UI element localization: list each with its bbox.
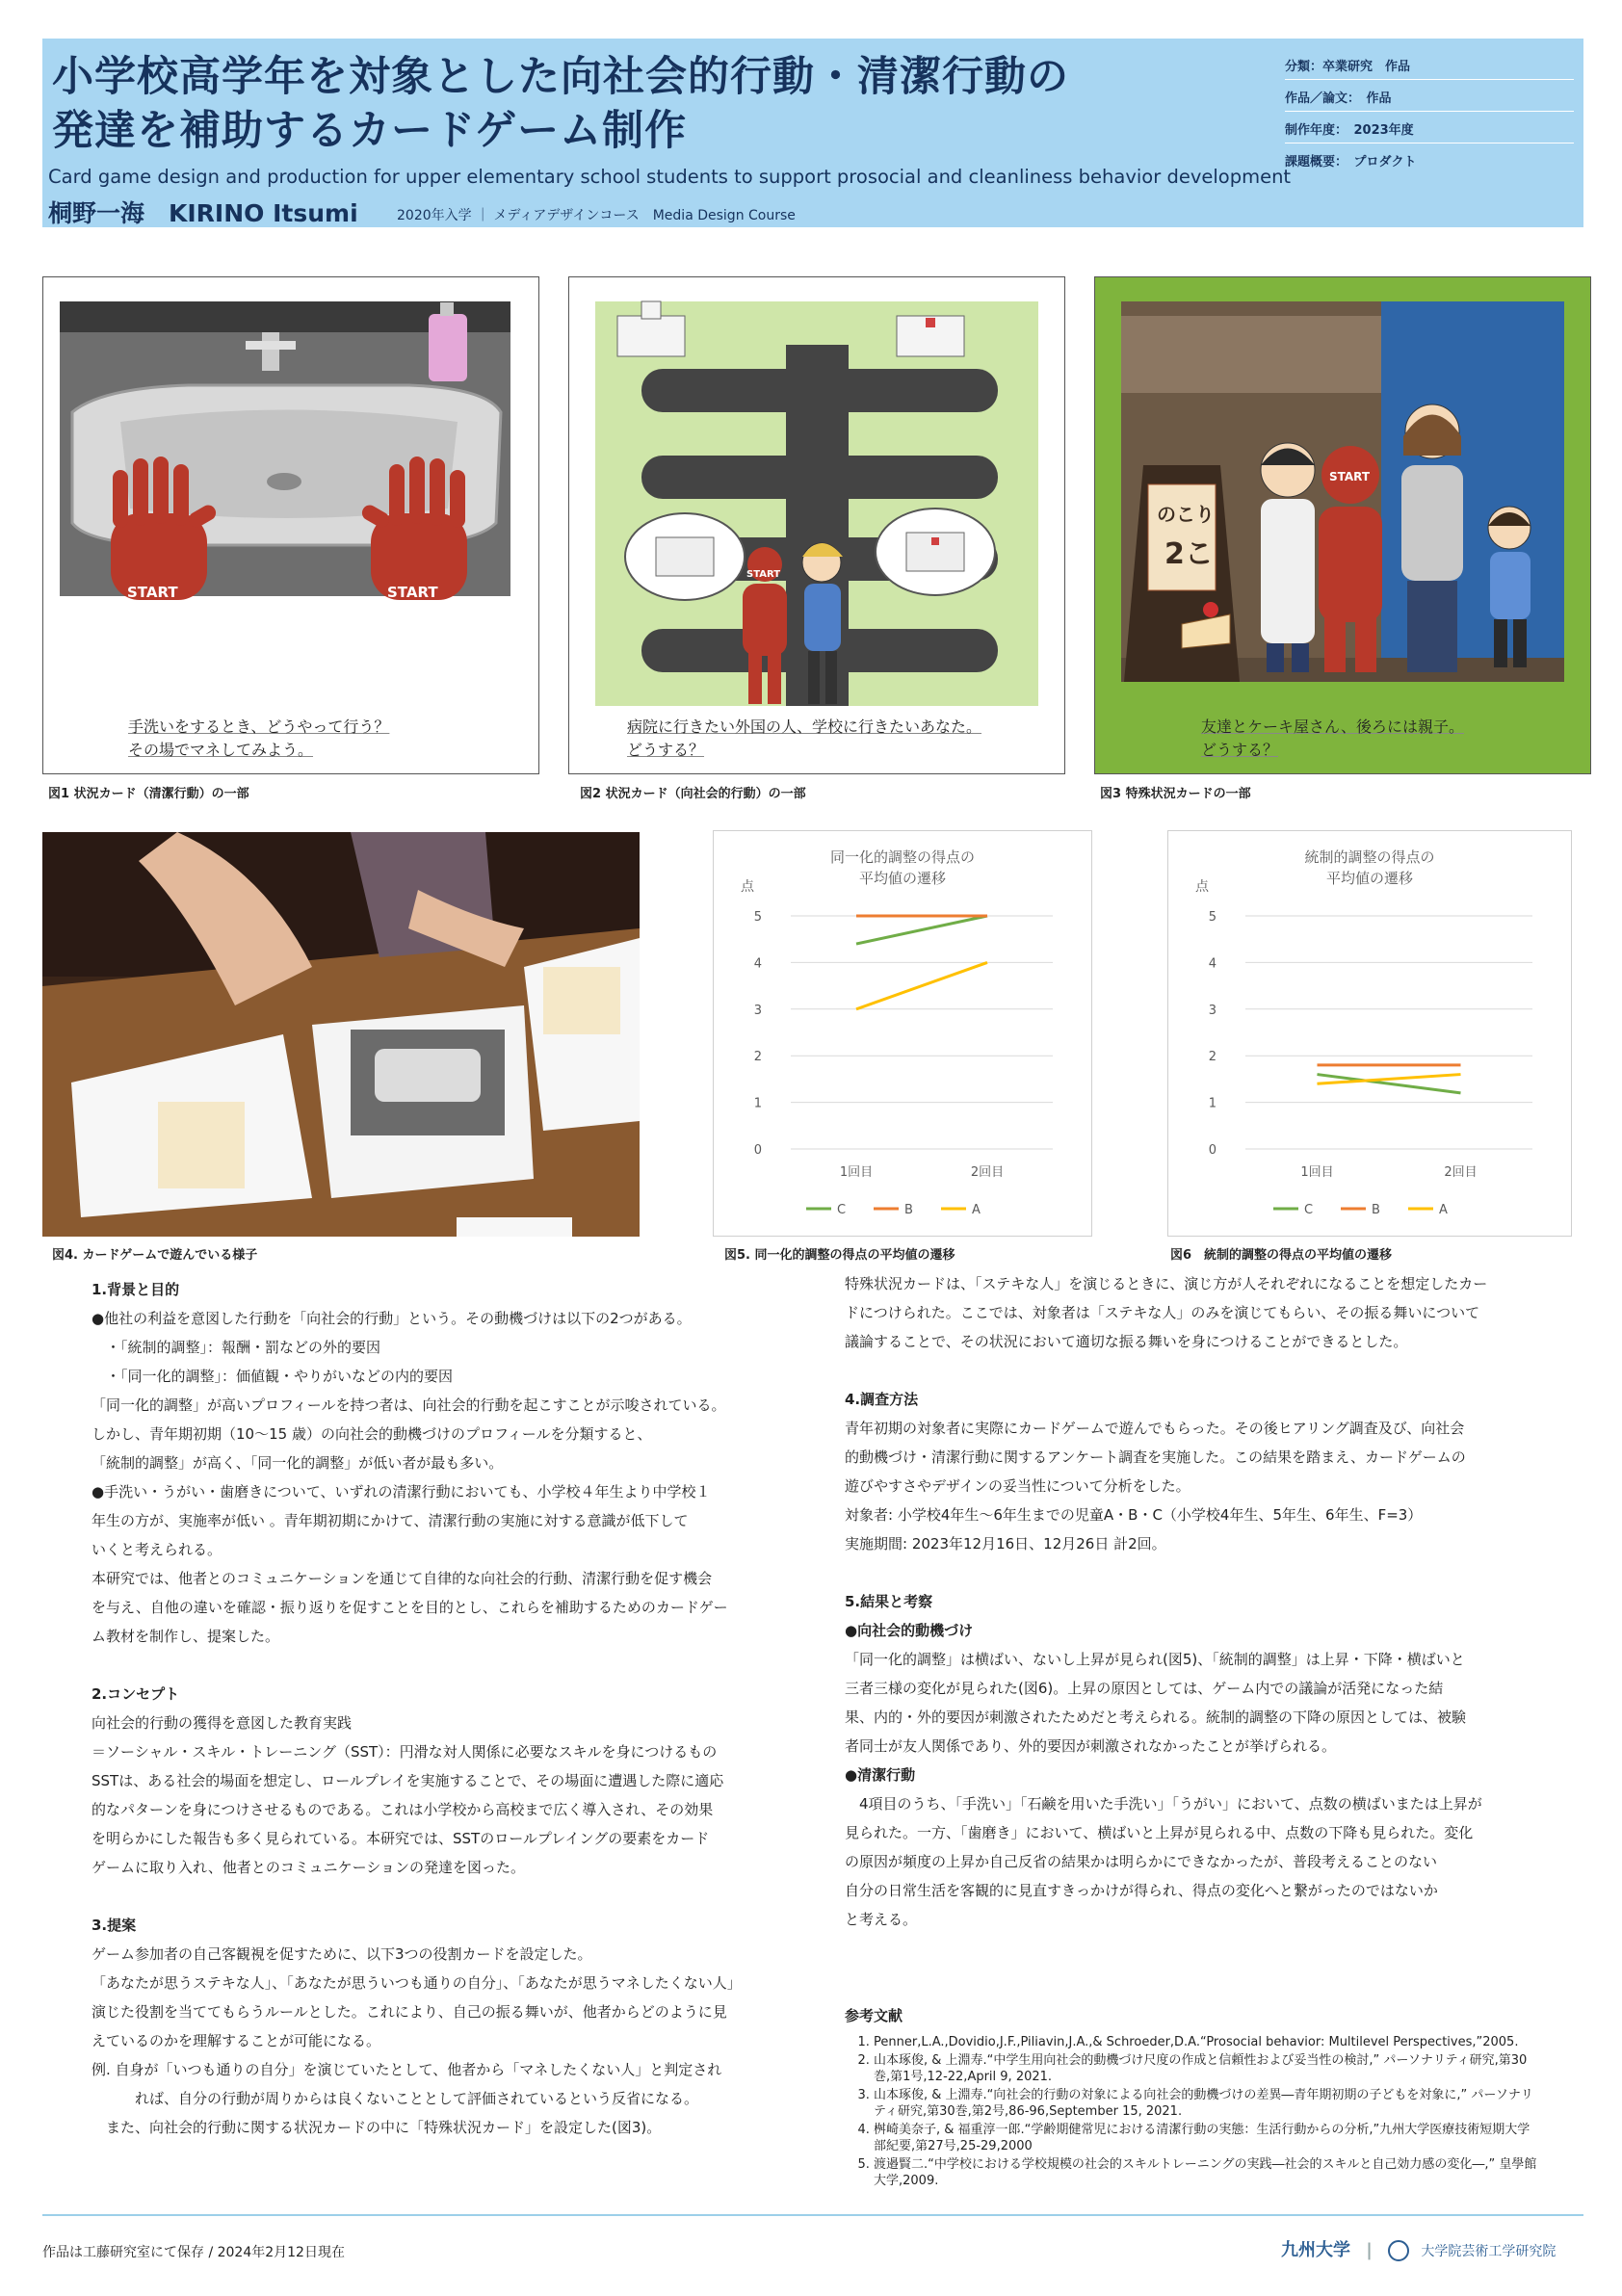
- header-banner: [42, 39, 1583, 227]
- reference-item: 2. 山本琢俊, & 上淵寿.“中学生用向社会的動機づけ尺度の作成と信頼性および妥当性の検討,” パーソナリティ研究,第30巻,第1号,12-22,April 9, 2021.: [874, 2052, 1538, 2085]
- reference-item: 4. 桝崎美奈子, & 福重淳一郎.“学齢期健常児における清潔行動の実態：生活行動からの分析,”九州大学医療技術短期大学部紀要,第27号,25-29,2000: [874, 2122, 1538, 2154]
- legend-label: A: [1439, 1203, 1448, 1217]
- y-tick-label: 5: [1208, 910, 1216, 925]
- body-line: ・「統制的調整」：報酬・罰などの外的要因: [92, 1339, 381, 1356]
- chart-identified-regulation: [713, 830, 1092, 1237]
- section-heading: ●清潔行動: [845, 1766, 916, 1784]
- fig3-text: 友達とケーキ屋さん、後ろには親子。 どうする？: [1201, 718, 1464, 759]
- y-tick-label: 4: [753, 956, 762, 972]
- chart-5-svg: [714, 831, 1091, 1236]
- body-line: 「同一化的調整」が高いプロフィールを持つ者は、向社会的行動を起こすことが示唆されている。: [92, 1396, 726, 1414]
- body-line: 演じた役割を当ててもらうルールとした。これにより、自己の振る舞いが、他者からどのように見: [92, 2003, 727, 2021]
- body-line: 本研究では、他者とのコミュニケーションを通じて自律的な向社会的行動、清潔行動を促す機会: [92, 1570, 713, 1587]
- figure-4-photo: [42, 832, 640, 1237]
- body-line: 年生の方が、実施率が低い 。青年期初期にかけて、清潔行動の実施に対する意識が低下して: [92, 1512, 689, 1529]
- y-tick-label: 5: [753, 910, 762, 925]
- fig5-caption: 図5. 同一化的調整の得点の平均値の遷移: [724, 1248, 955, 1263]
- body-line: 青年初期の対象者に実際にカードゲームで遊んでもらった。その後ヒアリング調査及び、向社会: [845, 1420, 1465, 1437]
- section-heading: 4.調査方法: [845, 1391, 919, 1408]
- series-line-A: [856, 962, 987, 1008]
- body-line: ●他社の利益を意図した行動を「向社会的行動」という。その動機づけは以下の2つがある。: [92, 1310, 692, 1327]
- chart-title-line-2: 平均値の遷移: [1325, 870, 1414, 887]
- body-line: 向社会的行動の獲得を意図した教育実践: [92, 1714, 353, 1732]
- body-line: [845, 1356, 1487, 1385]
- author-meta: 2020年入学 ｜ メディアデザインコース Media Design Course: [397, 208, 796, 223]
- body-line: 的なパターンを身につけさせるものである。これは小学校から高校まで広く導入され、その効果: [92, 1801, 714, 1818]
- right-text-column: [845, 1269, 1487, 1934]
- y-tick-label: 2: [753, 1050, 762, 1065]
- body-line: 「同一化的調整」は横ばい、ないし上昇が見られ(図5)、「統制的調整」は上昇・下降・横ばいと: [845, 1651, 1465, 1668]
- body-line: 実施期間: 2023年12月16日、12月26日 計2回。: [845, 1535, 1166, 1552]
- y-tick-label: 4: [1208, 956, 1216, 972]
- section-heading: 1.背景と目的: [92, 1281, 180, 1298]
- footer-note: 作品は工藤研究室にて保存 / 2024年2月12日現在: [42, 2245, 345, 2260]
- body-line: また、向社会的行動に関する状況カードの中に「特殊状況カード」を設定した(図3)。: [92, 2119, 662, 2136]
- x-tick-label: 1回目: [1300, 1165, 1334, 1180]
- legend-label: B: [904, 1203, 913, 1217]
- y-axis-label: 点: [741, 879, 754, 895]
- body-line: いくと考えられる。: [92, 1541, 222, 1558]
- legend-label: C: [1304, 1203, 1314, 1217]
- meta-outline: 課題概要： プロダクト: [1285, 155, 1417, 170]
- figure-3-card: [1094, 276, 1591, 774]
- section-heading: 5.結果と考察: [845, 1593, 933, 1610]
- start-label-fig3: START: [1329, 470, 1371, 483]
- footer-divider: [42, 2214, 1583, 2216]
- y-tick-label: 3: [1208, 1003, 1216, 1018]
- school-name: 大学院芸術工学研究院: [1421, 2244, 1557, 2259]
- body-line: ゲーム参加者の自己客観視を促すために、以下3つの役割カードを設定した。: [92, 1945, 592, 1963]
- sign-text-1: のこり: [1157, 503, 1215, 526]
- body-line: ム教材を制作し、提案した。: [92, 1628, 280, 1645]
- title-line-1: 小学校高学年を対象とした向社会的行動・清潔行動の: [52, 53, 1069, 101]
- left-text-column: [92, 1275, 742, 2142]
- body-line: [845, 1558, 1487, 1587]
- body-line: を与え、自他の違いを確認・振り返りを促すことを目的とし、これらを補助するためのカードゲー: [92, 1599, 728, 1616]
- body-line: を明らかにした報告も多く見られている。本研究では、SSTのロールプレイングの要素をカード: [92, 1830, 710, 1847]
- figure-2-card: [568, 276, 1065, 774]
- body-line: 4項目のうち、「手洗い」「石鹸を用いた手洗い」「うがい」において、点数の横ばいまたは上昇が: [845, 1795, 1482, 1813]
- fig2-caption: 図2 状況カード（向社会的行動）の一部: [580, 787, 806, 801]
- x-tick-label: 1回目: [839, 1165, 874, 1180]
- references-title: 参考文献: [845, 2007, 903, 2024]
- y-tick-label: 0: [753, 1143, 762, 1158]
- x-tick-label: 2回目: [1444, 1165, 1478, 1180]
- hospital-icon: [897, 316, 964, 356]
- faculty-logo-icon: [1388, 2240, 1409, 2261]
- body-line: 見られた。一方、「歯磨き」において、横ばいと上昇が見られる中、点数の下降も見られた。変化: [845, 1824, 1474, 1841]
- y-tick-label: 1: [753, 1096, 762, 1111]
- chart-title-line-1: 統制的調整の得点の: [1304, 848, 1435, 866]
- body-line: 遊びやすさやデザインの妥当性について分析をした。: [845, 1477, 1190, 1495]
- section-heading: 3.提案: [92, 1917, 137, 1934]
- meta-category: 分類：卒業研究 作品: [1285, 56, 1574, 74]
- reference-item: 5. 渡邉賢二.“中学校における学校規模の社会的スキルトレーニングの実践―社会的スキルと自己効力感の変化―,” 皇學館大学,2009.: [874, 2156, 1538, 2189]
- body-line: 三者三様の変化が見られた(図6)。上昇の原因としては、ゲーム内での議論が活発になった結: [845, 1680, 1444, 1697]
- x-tick-label: 2回目: [970, 1165, 1005, 1180]
- body-line: ゲームに取り入れ、他者とのコミュニケーションの発達を図った。: [92, 1859, 526, 1876]
- y-tick-label: 1: [1208, 1096, 1216, 1111]
- body-line: 「あなたが思うステキな人」、「あなたが思ういつも通りの自分」、「あなたが思うマネしたくない人」: [92, 1974, 742, 1992]
- figure-1-card: [42, 276, 539, 774]
- body-line: 「統制的調整」が高く、「同一化的調整」が低い者が最も多い。: [92, 1454, 504, 1472]
- body-line: ●手洗い・うがい・歯磨きについて、いずれの清潔行動においても、小学校４年生より中学校１: [92, 1483, 711, 1500]
- fig4-caption: 図4. カードゲームで遊んでいる様子: [52, 1248, 258, 1263]
- section-heading: 2.コンセプト: [92, 1685, 180, 1703]
- references: [845, 2008, 1538, 2191]
- body-line: えているのかを理解することが可能になる。: [92, 2032, 381, 2049]
- english-title: Card game design and production for upper elementary school students to support prosocial and cleanliness behavior development: [48, 166, 1292, 188]
- body-line: 議論することで、その状況において適切な振る舞いを身につけることができるとした。: [845, 1333, 1408, 1350]
- fig2-text: 病院に行きたい外国の人、学校に行きたいあなた。 どうする？: [627, 718, 982, 759]
- chart-title-line-1: 同一化的調整の得点の: [829, 848, 976, 866]
- body-line: の原因が頻度の上昇か自己反省の結果かは明らかにできなかったが、普段考えることのない: [845, 1853, 1438, 1870]
- start-label-fig2: START: [746, 569, 781, 580]
- chart-6-svg: [1168, 831, 1571, 1236]
- start-label-right: START: [387, 584, 438, 601]
- chart-title-line-2: 平均値の遷移: [858, 870, 947, 887]
- sign-text-2: 2こ: [1164, 537, 1214, 571]
- gameplay-photo: [42, 832, 640, 1237]
- fig6-caption: 図6 統制的調整の得点の平均値の遷移: [1170, 1248, 1393, 1263]
- legend-label: B: [1372, 1203, 1380, 1217]
- y-tick-label: 0: [1208, 1143, 1216, 1158]
- sign-board: [1124, 465, 1240, 682]
- chart-controlled-regulation: [1167, 830, 1572, 1237]
- body-line: 者同士が友人関係であり、外的要因が刺激されなかったことが挙げられる。: [845, 1737, 1337, 1755]
- section-heading: ●向社会的動機づけ: [845, 1622, 974, 1639]
- body-line: しかし、青年期初期（10～15 歳）の向社会的動機づけのプロフィールを分類すると、: [92, 1425, 652, 1443]
- start-label-left: START: [127, 584, 178, 601]
- meta-year: 制作年度： 2023年度: [1285, 119, 1574, 138]
- legend-label: C: [837, 1203, 847, 1217]
- reference-item: 3. 山本琢俊, & 上淵寿.“向社会的行動の対象による向社会的動機づけの差異―青年期初期の子どもを対象に,” パーソナリティ研究,第30巻,第2号,86-96,September 15, 2021.: [874, 2087, 1538, 2120]
- series-line-C: [856, 916, 987, 944]
- body-line: 例. 自身が「いつも通りの自分」を演じていたとして、他者から「マネしたくない人」と判定され: [92, 2061, 722, 2078]
- university-name: 九州大学: [1281, 2240, 1350, 2260]
- body-line: 的動機づけ・清潔行動に関するアンケート調査を実施した。この結果を踏まえ、カードゲームの: [845, 1448, 1466, 1466]
- mother-figure-icon: [1401, 404, 1463, 672]
- body-line: ドにつけられた。ここでは、対象者は「ステキな人」のみを演じてもらい、その振る舞いについて: [845, 1304, 1480, 1321]
- y-tick-label: 3: [753, 1003, 762, 1018]
- fig1-caption: 図1 状況カード（清潔行動）の一部: [48, 787, 249, 801]
- sink-illustration: [43, 277, 538, 773]
- boy-figure-icon: [1261, 443, 1315, 672]
- map-illustration: [569, 277, 1064, 773]
- body-line: [92, 1651, 742, 1680]
- body-line: と考える。: [845, 1911, 918, 1928]
- legend-label: A: [972, 1203, 981, 1217]
- reference-item: 1. Penner,L.A.,Dovidio,J.F.,Piliavin,J.A.,& Schroeder,D.A.“Prosocial behavior: Multilevel Perspectives,”2005.: [874, 2034, 1538, 2050]
- fig1-text: 手洗いをするとき、どうやって行う？ その場でマネしてみよう。: [128, 718, 390, 759]
- y-tick-label: 2: [1208, 1050, 1216, 1065]
- body-line: SSTは、ある社会的場面を想定し、ロールプレイを実施することで、その場面に遭遇した際に適応: [92, 1772, 724, 1789]
- author-name: 桐野一海 KIRINO Itsumi: [48, 199, 358, 227]
- body-line: 自分の日常生活を客観的に見直すきっかけが得られ、得点の変化へと繋がったのではないか: [845, 1882, 1438, 1899]
- body-line: [92, 1882, 742, 1911]
- footer-logo: 九州大学 | 大学院芸術工学研究院: [1281, 2240, 1557, 2260]
- body-line: れば、自分の行動が周りからは良くないこととして評価されているという反省になる。: [92, 2090, 699, 2107]
- body-line: ・「同一化的調整」：価値観・やりがいなどの内的要因: [92, 1368, 454, 1385]
- meta-type: 作品／論文： 作品: [1285, 88, 1574, 106]
- fig3-caption: 図3 特殊状況カードの一部: [1100, 787, 1251, 801]
- body-line: 果、内的・外的要因が刺激されたためだと考えられる。統制的調整の下降の原因としては、被験: [845, 1709, 1467, 1726]
- title-line-2: 発達を補助するカードゲーム制作: [52, 107, 688, 155]
- body-line: 特殊状況カードは、「ステキな人」を演じるときに、演じ方が人それぞれになることを想定したカー: [845, 1275, 1488, 1292]
- body-line: ＝ソーシャル・スキル・トレーニング（SST）：円滑な対人関係に必要なスキルを身につけるもの: [92, 1743, 718, 1761]
- body-line: 対象者: 小学校4年生～6年生までの児童A・B・C（小学校4年生、5年生、6年生、F=3）: [845, 1506, 1423, 1524]
- y-axis-label: 点: [1195, 879, 1209, 895]
